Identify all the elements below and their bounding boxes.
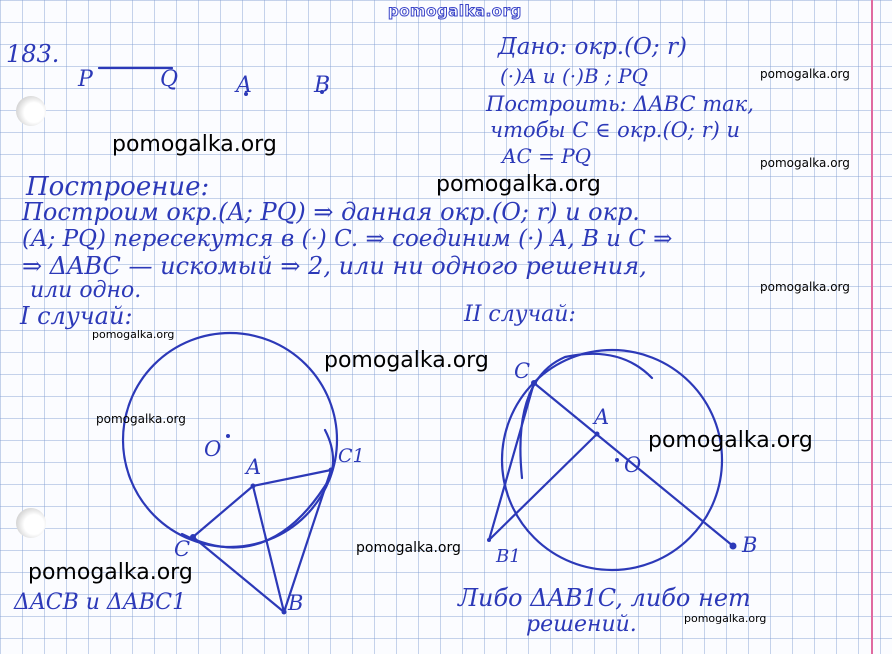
watermark: pomogalka.org — [760, 280, 850, 294]
case1-point-a — [251, 484, 256, 489]
watermark-top: pomogalka.org — [388, 2, 522, 20]
watermark: pomogalka.org — [96, 412, 186, 426]
case2-label-a: A — [594, 405, 610, 429]
case1-point-c — [190, 534, 196, 540]
case1-label-c: C — [174, 537, 191, 561]
label-a-top: A — [236, 73, 252, 98]
case2-point-b — [730, 543, 737, 550]
watermark: pomogalka.org — [436, 172, 601, 197]
given-line: чтобы C ∈ окр.(O; r) и — [490, 118, 741, 142]
case1-line-ac1 — [253, 470, 331, 486]
construction-line: ⇒ ΔABC — искомый ⇒ 2, или ни одного решения, — [22, 252, 647, 280]
construction-line: (A; PQ) пересекутся в (·) C. ⇒ соединим (·) A, B и C ⇒ — [22, 226, 673, 252]
case1-point-c1 — [329, 468, 334, 473]
watermark: pomogalka.org — [112, 132, 277, 157]
case1-label-a: A — [246, 455, 262, 479]
case1-circle-o — [123, 333, 337, 547]
case1-label-b: B — [288, 591, 304, 615]
watermark: pomogalka.org — [760, 67, 850, 81]
case1-label-o: O — [204, 437, 222, 461]
case2-point-b1 — [487, 538, 491, 542]
case-2-title: II случай: — [464, 302, 576, 327]
construction-heading: Построение: — [26, 172, 210, 202]
watermark: pomogalka.org — [28, 560, 193, 585]
case-1-title: I случай: — [20, 302, 133, 330]
watermark: pomogalka.org — [324, 348, 489, 373]
label-p: P — [78, 67, 93, 92]
case2-label-b: B — [742, 533, 758, 557]
case1-label-c1: C1 — [338, 445, 365, 467]
case-2-answer: решений. — [526, 612, 637, 637]
case1-point-b — [282, 610, 287, 615]
watermark: pomogalka.org — [648, 428, 813, 453]
case2-label-o: O — [624, 453, 642, 477]
case1-line-ac — [193, 486, 253, 537]
label-b-top: B — [314, 73, 331, 98]
case1-line-ab — [253, 486, 284, 612]
case2-point-c — [531, 380, 537, 386]
case2-label-c: C — [514, 359, 531, 383]
watermark: pomogalka.org — [684, 612, 767, 625]
watermark: pomogalka.org — [356, 540, 461, 556]
case1-point-o — [226, 434, 230, 438]
construction-line: Построим окр.(A; PQ) ⇒ данная окр.(O; r) и окр. — [22, 198, 640, 226]
label-q: Q — [160, 67, 179, 92]
case2-label-b1: B1 — [496, 546, 521, 567]
case2-point-o — [615, 458, 619, 462]
watermark: pomogalka.org — [760, 156, 850, 170]
case-1-answer: ΔACB и ΔABC1 — [14, 590, 187, 615]
problem-number: 183. — [6, 40, 60, 68]
given-line: (·)A и (·)B ; PQ — [500, 64, 648, 88]
construction-line: или одно. — [30, 278, 142, 303]
given-line: AC = PQ — [502, 144, 592, 168]
case2-point-a — [595, 432, 600, 437]
given-line: Дано: окр.(O; r) — [498, 34, 687, 60]
case-2-answer: Либо ΔAB1C, либо нет — [458, 584, 751, 612]
watermark: pomogalka.org — [92, 328, 175, 341]
given-line: Построить: ΔABC так, — [486, 92, 754, 116]
